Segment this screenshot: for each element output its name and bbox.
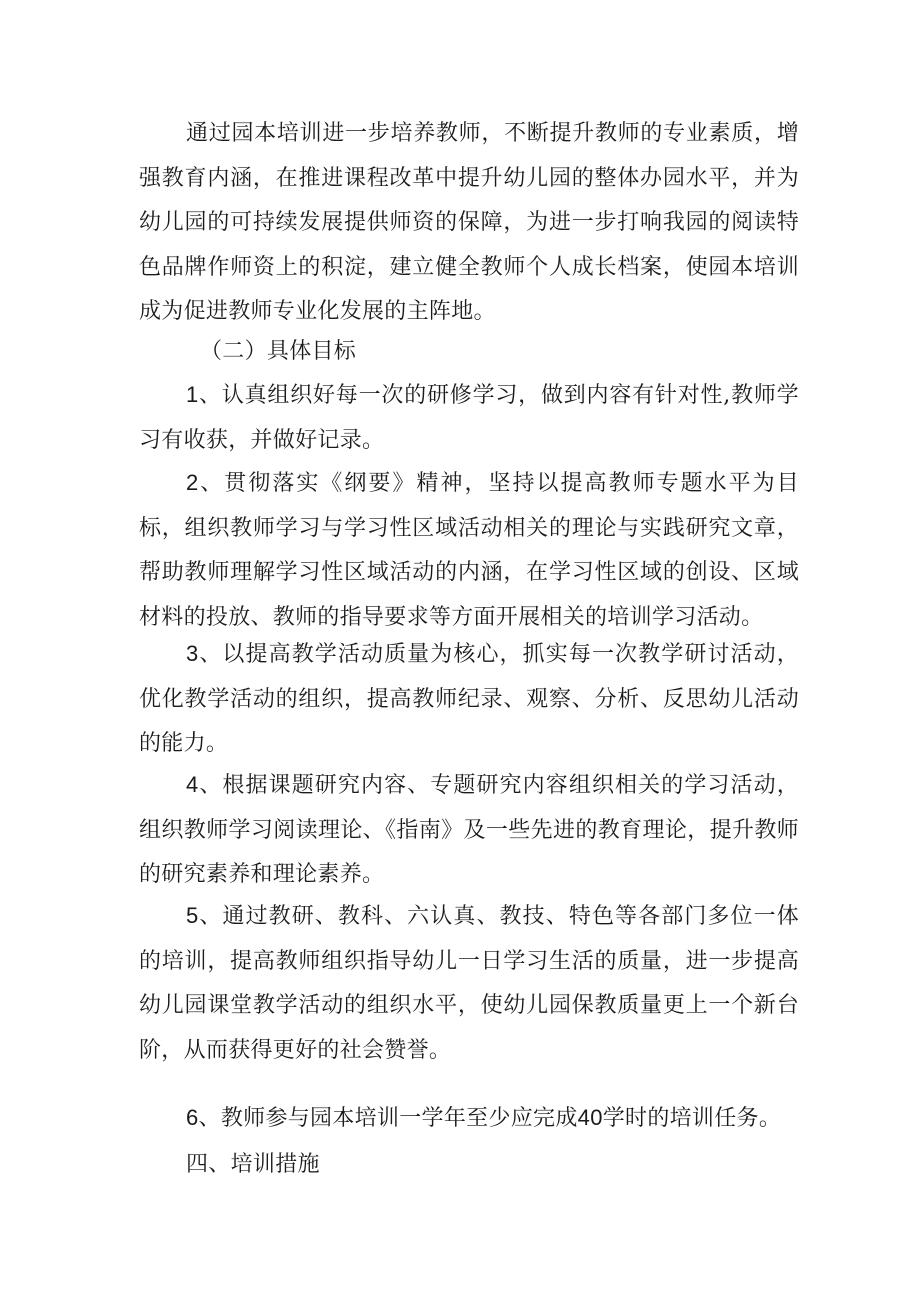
training-hours-value: 40 [577,1105,603,1130]
goal-item-5 [139,894,799,1073]
goal-item-number: 5 [186,903,199,928]
goal-item-text: 、通过教研、教科、六认真、教技、特色等各部门多位一体的培训，提高教师组织指导幼儿一日学习生活的质量，进一步提高幼儿园课堂教学活动的组织水平，使幼儿园保教质量更上一个新台阶，从而获得更好的社会赞誉。 [139,904,799,1063]
goal-item-text: 、贯彻落实《纲要》精神，坚持以提高教师专题水平为目标，组织教师学习与学习性区域活动相关的理论与实践研究文章，帮助教师理解学习性区域活动的内涵，在学习性区域的创设、区域材料的投放、教师的指导要求等方面开展相关的培训学习活动。 [139,471,799,630]
goal-item-text: 、根据课题研究内容、专题研究内容组织相关的学习活动，组织教师学习阅读理论、《指南》及一些先进的教育理论，提升教师的研究素养和理论素养。 [139,773,799,888]
goal-item-text: 、以提高教学活动质量为核心，抓实每一次教学研讨活动，优化教学活动的组织，提高教师纪录、观察、分析、反思幼儿活动的能力。 [139,642,799,757]
goal-item-text: 、认真组织好每一次的研修学习，做到内容有针对性,教师学习有收获，并做好记录。 [139,383,799,453]
goal-item-number: 1 [186,382,199,407]
goal-item-2 [139,461,799,640]
goal-item-1 [139,373,799,463]
goal-item-number: 3 [186,641,199,666]
goal-item-6 [139,1096,799,1142]
goal-item-text-after: 学时的培训任务。 [602,1106,782,1131]
goal-item-3 [139,632,799,767]
goal-item-number: 4 [186,772,199,797]
goal-item-number: 6 [186,1105,199,1130]
section-heading-training-measures: 四、培训措施 [186,1152,320,1177]
intro-paragraph: 通过园本培训进一步培养教师，不断提升教师的专业素质，增强教育内涵，在推进课程改革中提升幼儿园的整体办园水平，并为幼儿园的可持续发展提供师资的保障，为进一步打响我园的阅读特色品牌作师资上的积淀，建立健全教师个人成长档案，使园本培训成为促进教师专业化发展的主阵地。 [139,121,799,325]
goal-item-4 [139,763,799,898]
goal-item-number: 2 [186,470,199,495]
section-heading-specific-goals: （二）具体目标 [200,339,357,364]
goal-item-text-before: 、教师参与园本培训一学年至少应完成 [198,1106,578,1131]
